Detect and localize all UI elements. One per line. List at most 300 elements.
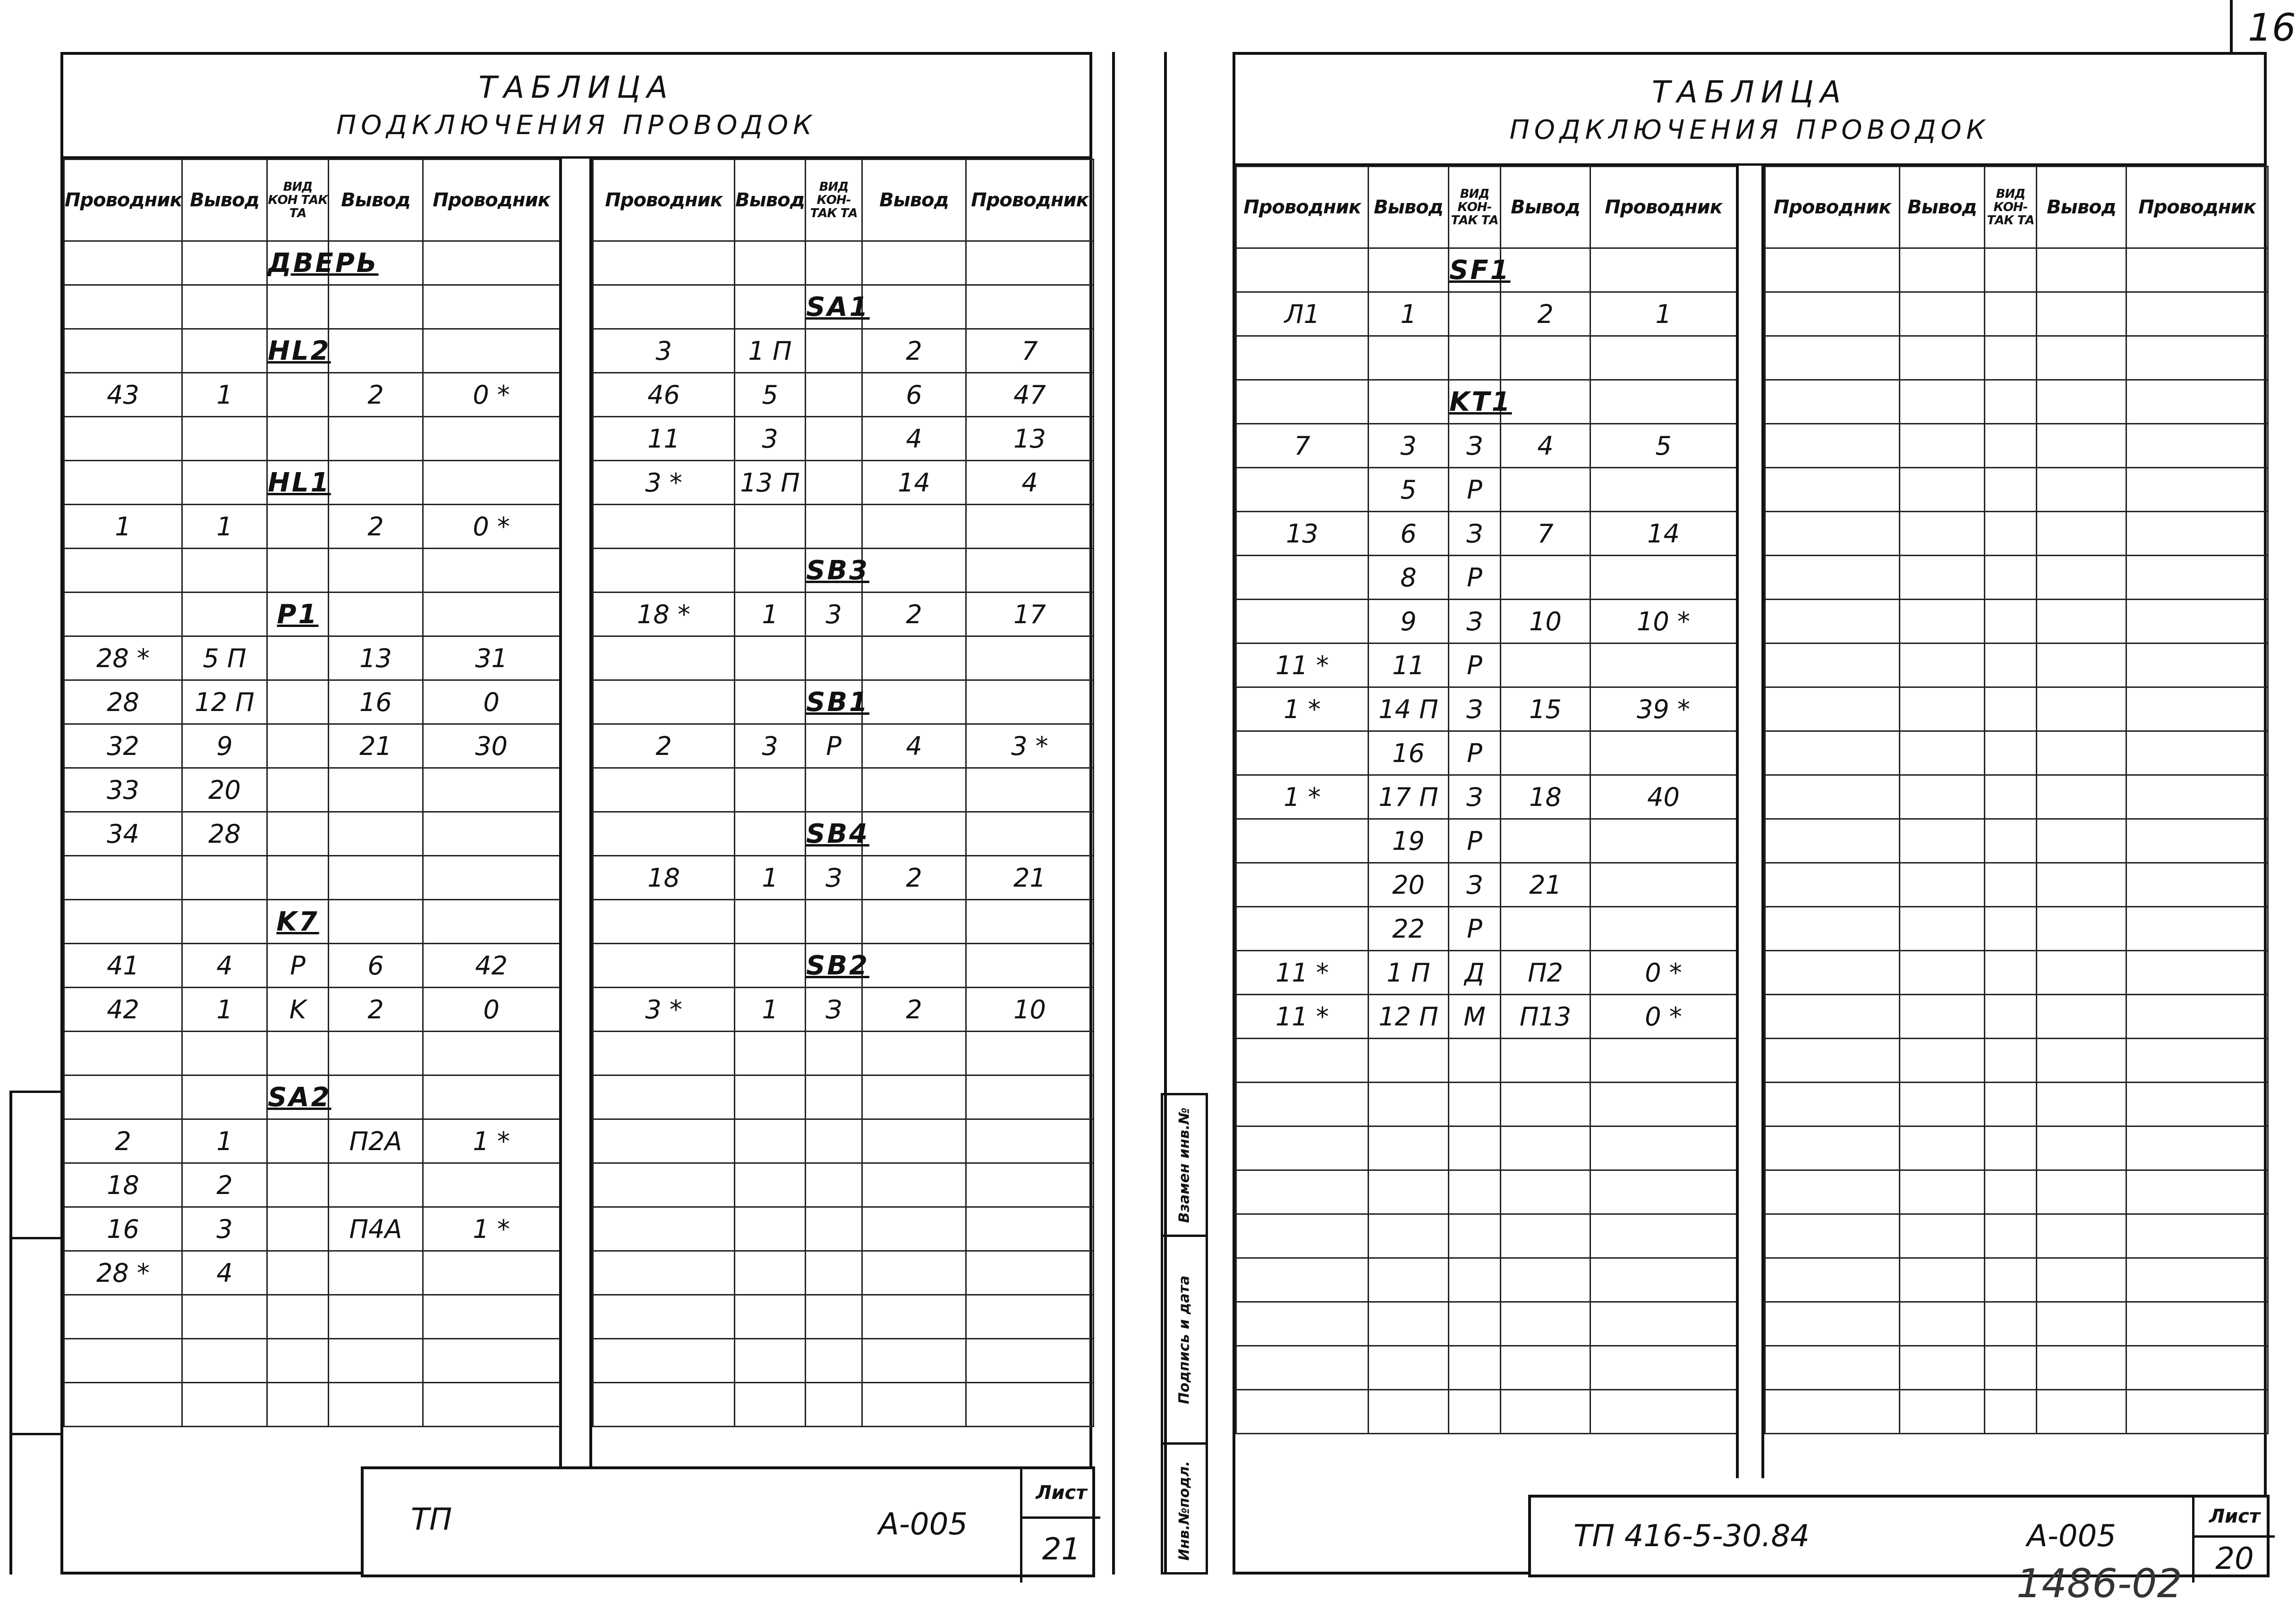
- table-row: [1765, 643, 2268, 687]
- table-cell: [2037, 1302, 2126, 1346]
- table-cell: [423, 329, 560, 373]
- corner-divider: [2230, 0, 2233, 52]
- table-cell: [593, 1207, 735, 1251]
- table-cell: [64, 1032, 182, 1075]
- table-cell: 40: [1590, 775, 1737, 819]
- table-row: [593, 1207, 1094, 1251]
- table-cell: [1985, 248, 2037, 292]
- column-header: Вывод: [2037, 167, 2126, 248]
- table-cell: [2037, 1346, 2126, 1390]
- table-cell: [593, 241, 735, 285]
- column-header: Проводник: [64, 160, 182, 241]
- table-cell: 13: [966, 417, 1094, 461]
- table-cell: 1: [735, 593, 806, 636]
- table-row: [1765, 1170, 2268, 1214]
- left-title-line2: ПОДКЛЮЧЕНИЯ ПРОВОДОК: [336, 110, 816, 141]
- table-cell: 17 П: [1369, 775, 1449, 819]
- table-cell: [423, 1295, 560, 1339]
- right-title: [1235, 74, 2264, 149]
- table-cell: 3: [735, 417, 806, 461]
- table-cell: [593, 944, 735, 988]
- table-cell: [2037, 687, 2126, 731]
- table-cell: [966, 900, 1094, 944]
- table-cell: [1765, 1083, 1900, 1126]
- table-row: [64, 856, 560, 900]
- table-cell: [862, 549, 966, 593]
- table-cell: [1900, 1083, 1985, 1126]
- table-cell: [1985, 556, 2037, 600]
- table-cell: [1900, 819, 1985, 863]
- table-cell: [1985, 643, 2037, 687]
- table-cell: P: [1449, 819, 1501, 863]
- table-cell: [64, 593, 182, 636]
- table-row: [1765, 1039, 2268, 1083]
- table-cell: [329, 856, 423, 900]
- table-cell: [182, 417, 267, 461]
- table-cell: [1449, 1126, 1501, 1170]
- table-cell: [1765, 775, 1900, 819]
- table-cell: [735, 1119, 806, 1163]
- table-cell: 14 П: [1369, 687, 1449, 731]
- table-cell: [735, 285, 806, 329]
- table-cell: [1985, 775, 2037, 819]
- table-cell: 1: [1369, 292, 1449, 336]
- table-cell: [593, 1295, 735, 1339]
- table-cell: [1590, 380, 1737, 424]
- table-cell: 1: [182, 373, 267, 417]
- table-cell: [1765, 292, 1900, 336]
- table-cell: [182, 1032, 267, 1075]
- table-cell: [1369, 1126, 1449, 1170]
- table-cell: [1765, 819, 1900, 863]
- table-cell: [1765, 380, 1900, 424]
- table-cell: [1236, 863, 1369, 907]
- table-row: [64, 417, 560, 461]
- table-cell: 7: [966, 329, 1094, 373]
- table-cell: [1985, 600, 2037, 643]
- table-cell: [182, 285, 267, 329]
- table-cell: [423, 1163, 560, 1207]
- table-row: [64, 593, 560, 636]
- table-cell: [267, 1207, 329, 1251]
- table-cell: [1501, 248, 1590, 292]
- table-cell: [423, 768, 560, 812]
- table-cell: [1900, 1214, 1985, 1258]
- table-cell: 1 П: [1369, 951, 1449, 995]
- table-row: [593, 988, 1094, 1032]
- table-cell: [267, 549, 329, 593]
- table-row: [593, 1119, 1094, 1163]
- column-header: Проводник: [423, 160, 560, 241]
- table-row: [1236, 336, 1737, 380]
- table-cell: [1900, 775, 1985, 819]
- table-row: [64, 1032, 560, 1075]
- table-row: [1765, 468, 2268, 512]
- table-cell: [1449, 1258, 1501, 1302]
- table-cell: [64, 1075, 182, 1119]
- table-cell: [862, 812, 966, 856]
- table-cell: [1590, 1039, 1737, 1083]
- table-cell: [2037, 424, 2126, 468]
- table-cell: [1765, 731, 1900, 775]
- table-cell: 6: [1369, 512, 1449, 556]
- table-cell: З: [1449, 863, 1501, 907]
- table-cell: [2126, 951, 2268, 995]
- table-row: [1765, 863, 2268, 907]
- table-cell: [735, 549, 806, 593]
- column-header: Вывод: [1369, 167, 1449, 248]
- table-cell: [2037, 468, 2126, 512]
- table-cell: Л1: [1236, 292, 1369, 336]
- table-cell: З: [806, 856, 862, 900]
- left-table-b: [592, 159, 1094, 1427]
- table-cell: 11: [593, 417, 735, 461]
- table-cell: 2: [329, 988, 423, 1032]
- table-cell: [1985, 336, 2037, 380]
- table-cell: [1236, 248, 1369, 292]
- table-cell: [593, 1119, 735, 1163]
- table-cell: 12 П: [182, 680, 267, 724]
- table-cell: [862, 1032, 966, 1075]
- table-row: [593, 461, 1094, 505]
- table-cell: [267, 505, 329, 549]
- column-header: ВИД КОН- ТАК ТА: [1985, 167, 2037, 248]
- table-cell: HL1: [267, 461, 329, 505]
- table-cell: [329, 900, 423, 944]
- table-cell: [593, 1163, 735, 1207]
- column-header: Вывод: [329, 160, 423, 241]
- table-cell: 41: [64, 944, 182, 988]
- right-title-line1: ТАБЛИЦА: [1651, 75, 1848, 110]
- table-cell: [862, 1339, 966, 1383]
- table-cell: [1501, 1214, 1590, 1258]
- table-cell: [2037, 600, 2126, 643]
- table-cell: [1369, 1214, 1449, 1258]
- table-cell: SA1: [806, 285, 862, 329]
- table-cell: [806, 1251, 862, 1295]
- table-row: [1236, 643, 1737, 687]
- table-cell: [806, 1119, 862, 1163]
- table-cell: [1765, 512, 1900, 556]
- table-cell: [2037, 556, 2126, 600]
- table-cell: 2: [329, 373, 423, 417]
- table-cell: [182, 549, 267, 593]
- table-cell: [2037, 1214, 2126, 1258]
- table-cell: [1985, 731, 2037, 775]
- table-cell: 13: [329, 636, 423, 680]
- table-cell: 21: [1501, 863, 1590, 907]
- table-row: [593, 241, 1094, 285]
- table-cell: [1501, 1258, 1590, 1302]
- table-cell: 3 *: [593, 461, 735, 505]
- table-cell: [1590, 468, 1737, 512]
- table-cell: 28: [182, 812, 267, 856]
- table-cell: [1900, 951, 1985, 995]
- table-cell: [1590, 1126, 1737, 1170]
- table-cell: [182, 461, 267, 505]
- table-cell: [329, 1075, 423, 1119]
- table-cell: 0 *: [1590, 951, 1737, 995]
- table-cell: [2126, 995, 2268, 1039]
- table-cell: [1765, 643, 1900, 687]
- table-row: [1236, 248, 1737, 292]
- table-row: [593, 812, 1094, 856]
- table-cell: ДВЕРЬ: [267, 241, 329, 285]
- table-cell: [267, 680, 329, 724]
- table-cell: [1369, 1346, 1449, 1390]
- table-row: [1236, 731, 1737, 775]
- table-row: [593, 724, 1094, 768]
- table-cell: [329, 593, 423, 636]
- table-cell: [1369, 248, 1449, 292]
- table-cell: [1985, 1083, 2037, 1126]
- table-cell: [735, 1207, 806, 1251]
- table-cell: [329, 768, 423, 812]
- left-margin-tick-1: [9, 1091, 61, 1093]
- table-row: [64, 505, 560, 549]
- table-cell: [1765, 424, 1900, 468]
- table-cell: [593, 1339, 735, 1383]
- table-cell: [423, 285, 560, 329]
- table-cell: 8: [1369, 556, 1449, 600]
- table-cell: [735, 1295, 806, 1339]
- table-cell: [329, 1383, 423, 1427]
- table-row: [64, 724, 560, 768]
- table-cell: [1236, 1258, 1369, 1302]
- left-stamp-sheet-label: Лист: [1020, 1469, 1100, 1516]
- table-cell: [2037, 380, 2126, 424]
- left-stamp-code: А-005: [878, 1507, 968, 1542]
- table-row: [64, 900, 560, 944]
- table-cell: [267, 856, 329, 900]
- table-cell: [966, 1295, 1094, 1339]
- table-cell: [1449, 292, 1501, 336]
- table-row: [593, 1032, 1094, 1075]
- table-cell: 2: [862, 329, 966, 373]
- table-cell: [1590, 1170, 1737, 1214]
- table-cell: [1369, 336, 1449, 380]
- table-cell: 12 П: [1369, 995, 1449, 1039]
- table-cell: 14: [862, 461, 966, 505]
- table-cell: 21: [329, 724, 423, 768]
- table-cell: [1501, 1083, 1590, 1126]
- table-row: [64, 1251, 560, 1295]
- table-cell: 2: [862, 856, 966, 900]
- table-cell: [423, 241, 560, 285]
- table-cell: [1765, 951, 1900, 995]
- table-cell: [423, 549, 560, 593]
- table-cell: [2037, 1126, 2126, 1170]
- table-row: [593, 856, 1094, 900]
- table-row: [64, 1163, 560, 1207]
- table-cell: [2126, 1126, 2268, 1170]
- table-cell: З: [806, 988, 862, 1032]
- table-cell: 17: [966, 593, 1094, 636]
- table-cell: 21: [966, 856, 1094, 900]
- table-cell: [267, 768, 329, 812]
- table-cell: 11 *: [1236, 951, 1369, 995]
- table-cell: [1765, 1390, 1900, 1434]
- table-row: [593, 636, 1094, 680]
- table-cell: [1765, 907, 1900, 951]
- table-cell: [2037, 512, 2126, 556]
- table-cell: 14: [1590, 512, 1737, 556]
- table-cell: [2126, 1039, 2268, 1083]
- table-cell: 1 *: [1236, 687, 1369, 731]
- right-table-a: [1235, 166, 1737, 1434]
- table-cell: [2037, 863, 2126, 907]
- right-sheet: [1233, 52, 2267, 1575]
- left-table-a: [63, 159, 561, 1427]
- table-cell: [1501, 336, 1590, 380]
- table-cell: [2037, 1039, 2126, 1083]
- table-cell: [1985, 1346, 2037, 1390]
- column-header: ВИД КОН ТАК ТА: [267, 160, 329, 241]
- side-cell-replace: [1163, 1095, 1206, 1237]
- table-cell: [735, 680, 806, 724]
- table-cell: [1765, 248, 1900, 292]
- table-row: [64, 1339, 560, 1383]
- table-cell: [966, 1207, 1094, 1251]
- table-cell: [64, 856, 182, 900]
- table-cell: [64, 900, 182, 944]
- table-cell: [1900, 1258, 1985, 1302]
- table-row: [64, 373, 560, 417]
- table-cell: HL2: [267, 329, 329, 373]
- table-cell: [1501, 907, 1590, 951]
- table-cell: 16: [1369, 731, 1449, 775]
- table-cell: [1590, 1214, 1737, 1258]
- table-row: [1236, 775, 1737, 819]
- table-cell: 5 П: [182, 636, 267, 680]
- table-cell: [806, 1032, 862, 1075]
- table-cell: [1985, 1214, 2037, 1258]
- table-cell: [2126, 1302, 2268, 1346]
- table-cell: [1900, 512, 1985, 556]
- table-cell: [267, 724, 329, 768]
- table-row: [1765, 1258, 2268, 1302]
- table-cell: P1: [267, 593, 329, 636]
- table-cell: [735, 812, 806, 856]
- table-row: [1236, 863, 1737, 907]
- table-cell: [806, 461, 862, 505]
- table-row: [593, 900, 1094, 944]
- table-cell: 10: [1501, 600, 1590, 643]
- right-stamp-sheet-label: Лист: [2192, 1498, 2275, 1535]
- table-cell: [862, 900, 966, 944]
- table-cell: 19: [1369, 819, 1449, 863]
- table-cell: 16: [329, 680, 423, 724]
- table-cell: [267, 1295, 329, 1339]
- table-cell: [1985, 424, 2037, 468]
- table-cell: [1590, 819, 1737, 863]
- table-cell: 43: [64, 373, 182, 417]
- table-cell: [966, 768, 1094, 812]
- table-cell: [423, 417, 560, 461]
- table-cell: 3: [735, 724, 806, 768]
- table-cell: [1900, 600, 1985, 643]
- table-cell: [2037, 819, 2126, 863]
- right-table-b: [1764, 166, 2269, 1434]
- table-cell: [806, 329, 862, 373]
- table-cell: [806, 417, 862, 461]
- table-cell: 47: [966, 373, 1094, 417]
- header-row: [64, 160, 560, 241]
- table-cell: [1501, 1039, 1590, 1083]
- table-row: [64, 988, 560, 1032]
- table-cell: [735, 1251, 806, 1295]
- table-row: [1765, 775, 2268, 819]
- table-cell: [966, 812, 1094, 856]
- table-cell: SF1: [1449, 248, 1501, 292]
- table-cell: 1: [64, 505, 182, 549]
- table-cell: [267, 812, 329, 856]
- table-cell: З: [1449, 600, 1501, 643]
- table-row: [1236, 512, 1737, 556]
- table-cell: [593, 549, 735, 593]
- table-cell: [2126, 292, 2268, 336]
- table-cell: 11: [1369, 643, 1449, 687]
- table-cell: [1590, 1258, 1737, 1302]
- table-row: [1765, 1214, 2268, 1258]
- table-cell: [1236, 1346, 1369, 1390]
- table-cell: [1501, 731, 1590, 775]
- table-cell: [2126, 424, 2268, 468]
- table-cell: [64, 241, 182, 285]
- table-row: [1765, 1390, 2268, 1434]
- table-row: [64, 329, 560, 373]
- bottom-note: 1486-02: [2016, 1560, 2182, 1607]
- table-cell: [1590, 1302, 1737, 1346]
- table-cell: 3: [182, 1207, 267, 1251]
- table-cell: [64, 1339, 182, 1383]
- table-cell: [862, 1251, 966, 1295]
- table-cell: З: [1449, 512, 1501, 556]
- table-cell: [2126, 380, 2268, 424]
- table-cell: 9: [182, 724, 267, 768]
- table-cell: [182, 1339, 267, 1383]
- table-cell: [735, 1383, 806, 1427]
- column-header: Вывод: [735, 160, 806, 241]
- table-cell: [1900, 248, 1985, 292]
- table-cell: 28 *: [64, 636, 182, 680]
- right-stamp-code: А-005: [2027, 1519, 2117, 1554]
- table-row: [593, 944, 1094, 988]
- table-row: [64, 549, 560, 593]
- table-cell: [1900, 1390, 1985, 1434]
- table-cell: [2126, 643, 2268, 687]
- table-cell: 30: [423, 724, 560, 768]
- table-cell: 1: [735, 988, 806, 1032]
- column-header: Вывод: [862, 160, 966, 241]
- table-cell: [806, 241, 862, 285]
- table-cell: [1900, 1346, 1985, 1390]
- table-cell: [1900, 731, 1985, 775]
- table-cell: 2: [182, 1163, 267, 1207]
- table-cell: SB4: [806, 812, 862, 856]
- table-cell: [862, 1383, 966, 1427]
- table-cell: 6: [862, 373, 966, 417]
- table-row: [1236, 1302, 1737, 1346]
- table-cell: З: [1449, 775, 1501, 819]
- table-row: [64, 812, 560, 856]
- table-cell: [862, 1295, 966, 1339]
- table-cell: [329, 1032, 423, 1075]
- table-cell: [593, 900, 735, 944]
- table-cell: 3 *: [966, 724, 1094, 768]
- table-cell: [1590, 1083, 1737, 1126]
- table-cell: 2: [862, 593, 966, 636]
